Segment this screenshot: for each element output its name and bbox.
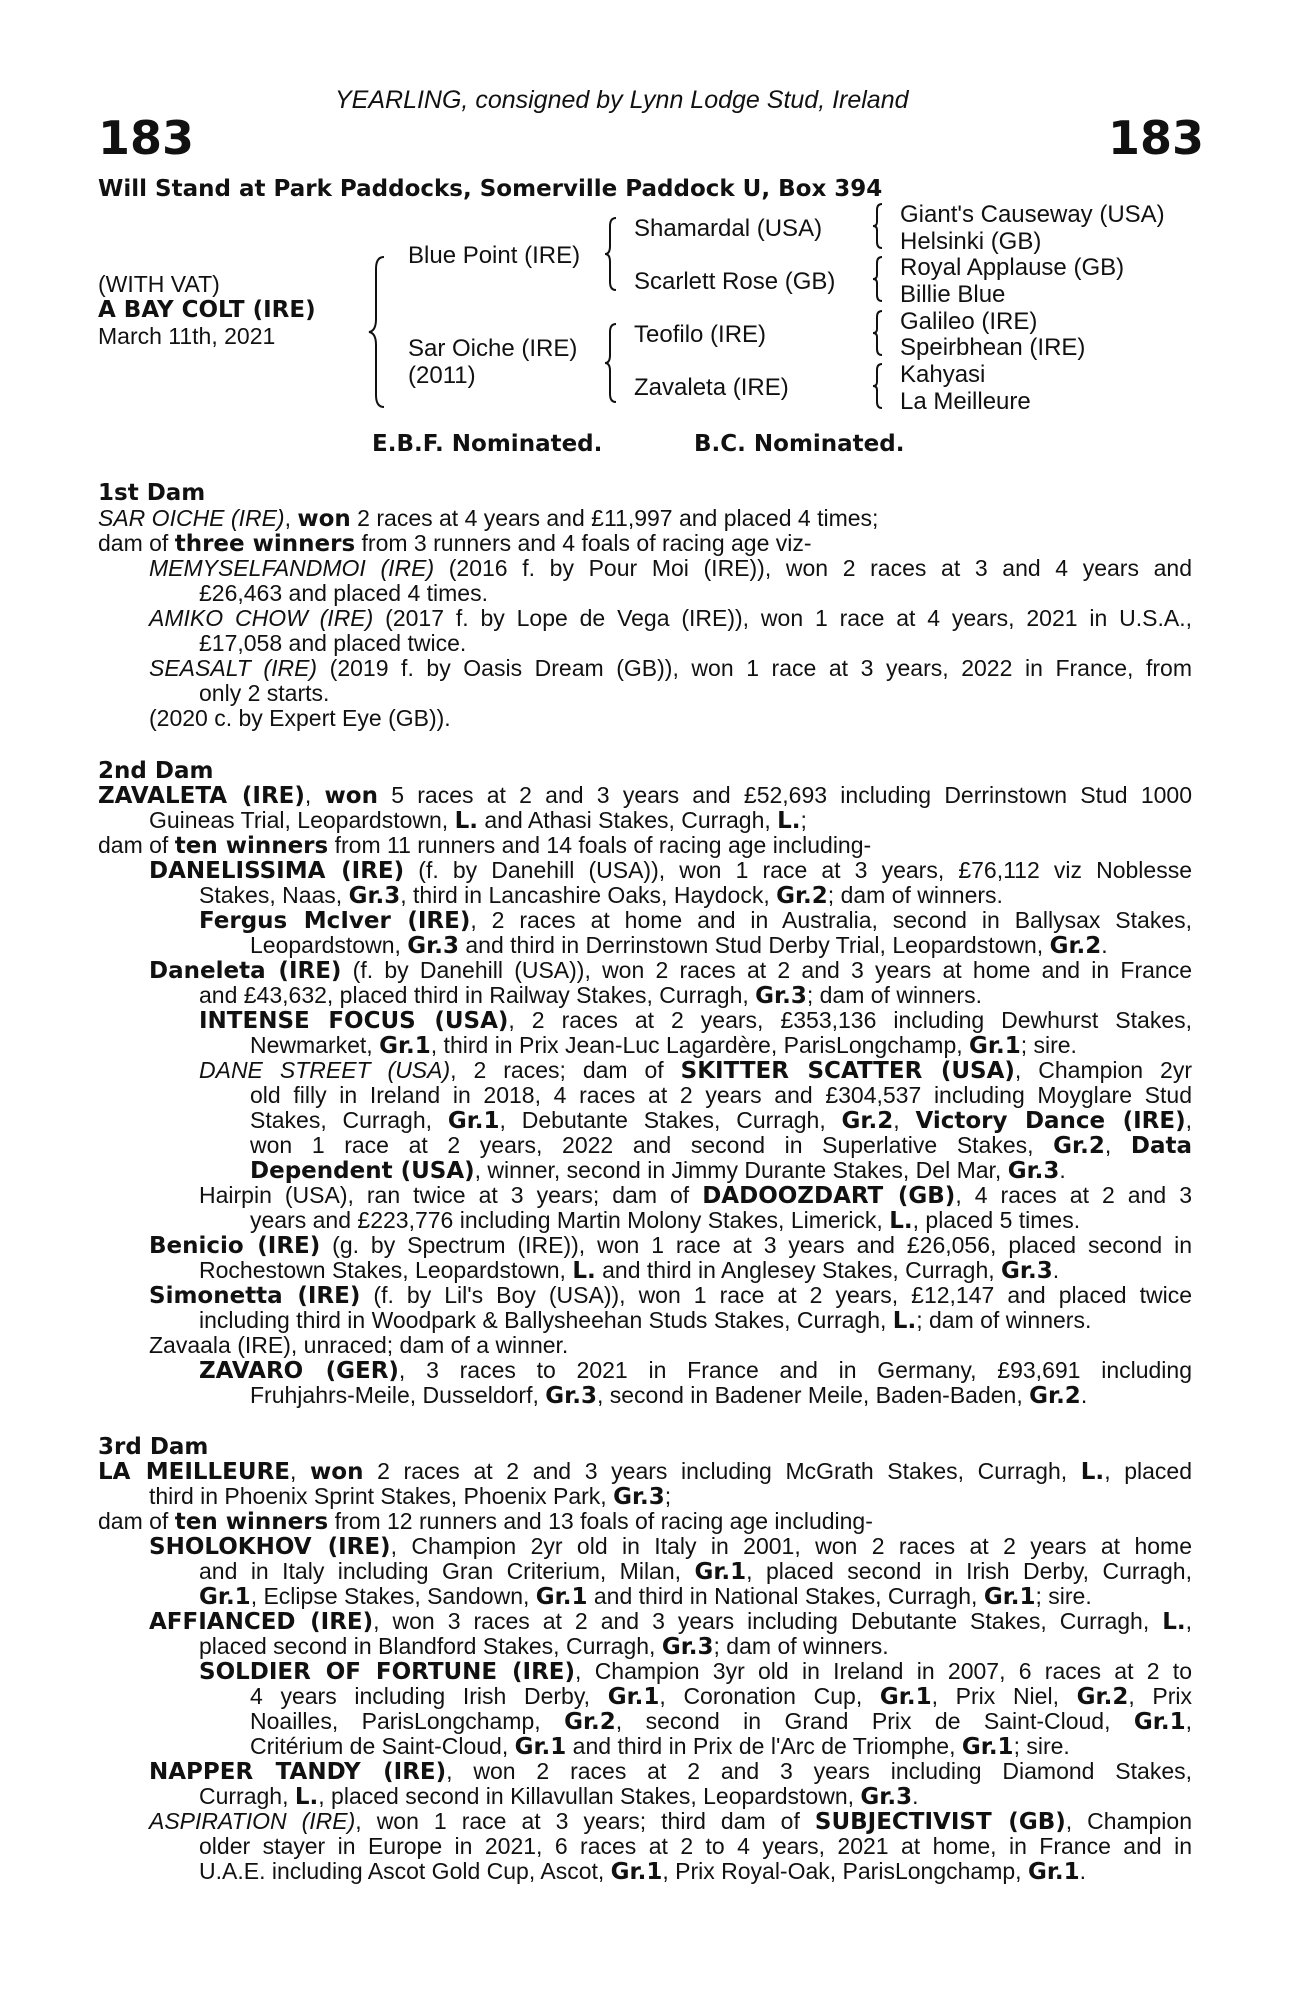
third-dam-line: third in Phoenix Sprint Stakes, Phoenix Park, Gr.3; (149, 1483, 672, 1510)
pedigree-brace-g1 (872, 204, 886, 248)
dam-dam: Zavaleta (IRE) (634, 374, 789, 401)
lot-number-left: 183 (98, 111, 195, 165)
dam-year: (2011) (408, 362, 476, 389)
third-dam-line: older stayer in Europe in 2021, 6 races at 2 to 4 years, 2021 at home, in France and in (199, 1833, 1192, 1859)
pedigree-brace-g4 (872, 364, 886, 408)
horse-name: A BAY COLT (IRE) (98, 297, 316, 323)
third-dam-line: ASPIRATION (IRE), won 1 race at 3 years; third dam of SUBJECTIVIST (GB), Champion (149, 1808, 1192, 1835)
second-dam-line: Zavaala (IRE), unraced; dam of a winner. (149, 1332, 569, 1358)
ancestor-g4: Billie Blue (900, 281, 1006, 308)
third-dam-heading: 3rd Dam (98, 1434, 209, 1460)
second-dam-line: DANELISSIMA (IRE) (f. by Danehill (USA)), won 1 race at 3 years, £76,112 viz Noblesse (149, 857, 1193, 884)
sire-sire: Shamardal (USA) (634, 215, 823, 242)
ebf-nomination: E.B.F. Nominated. (372, 431, 603, 457)
second-dam-line: including third in Woodpark & Ballysheehan Studs Stakes, Curragh, L.; dam of winners. (199, 1307, 1092, 1334)
second-dam-line: Hairpin (USA), ran twice at 3 years; dam of DADOOZDART (GB), 4 races at 2 and 3 (199, 1182, 1192, 1209)
third-dam-line: dam of ten winners from 12 runners and 13 foals of racing age including- (98, 1508, 873, 1535)
third-dam-line: Curragh, L., placed second in Killavullan Stakes, Leopardstown, Gr.3. (199, 1783, 919, 1810)
first-dam-line: £26,463 and placed 4 times. (199, 580, 488, 606)
second-dam-line: DANE STREET (USA), 2 races; dam of SKITTER SCATTER (USA), Champion 2yr (199, 1057, 1192, 1084)
second-dam-line: Rochestown Stakes, Leopardstown, L. and third in Anglesey Stakes, Curragh, Gr.3. (199, 1257, 1060, 1284)
first-dam-line: (2020 c. by Expert Eye (GB)). (149, 705, 451, 731)
lot-number-right: 183 (1107, 111, 1204, 165)
second-dam-line: Fruhjahrs-Meile, Dusseldorf, Gr.3, second in Badener Meile, Baden-Baden, Gr.2. (250, 1382, 1088, 1409)
third-dam-line: AFFIANCED (IRE), won 3 races at 2 and 3 years including Debutante Stakes, Curragh, L., (149, 1608, 1193, 1635)
pedigree-brace-g3 (872, 311, 886, 355)
pedigree-brace-g2 (872, 257, 886, 301)
second-dam-line: and £43,632, placed third in Railway Stakes, Curragh, Gr.3; dam of winners. (199, 982, 982, 1009)
second-dam-line: INTENSE FOCUS (USA), 2 races at 2 years, £353,136 including Dewhurst Stakes, (199, 1007, 1192, 1034)
third-dam-line: LA MEILLEURE, won 2 races at 2 and 3 years including McGrath Stakes, Curragh, L., placed (98, 1458, 1192, 1485)
second-dam-line: Benicio (IRE) (g. by Spectrum (IRE)), won 1 race at 3 years and £26,056, placed second in (149, 1232, 1192, 1259)
second-dam-line: Stakes, Curragh, Gr.1, Debutante Stakes, Curragh, Gr.2, Victory Dance (IRE), (250, 1107, 1192, 1134)
second-dam-line: Newmarket, Gr.1, third in Prix Jean-Luc Lagardère, ParisLongchamp, Gr.1; sire. (250, 1032, 1077, 1059)
second-dam-line: Guineas Trial, Leopardstown, L. and Athasi Stakes, Curragh, L.; (149, 807, 807, 834)
consignor-line: YEARLING, consigned by Lynn Lodge Stud, Ireland (335, 86, 909, 114)
third-dam-line: Noailles, ParisLongchamp, Gr.2, second in Grand Prix de Saint-Cloud, Gr.1, (250, 1708, 1192, 1735)
first-dam-line: dam of three winners from 3 runners and 4 foals of racing age viz- (98, 530, 812, 557)
first-dam-heading: 1st Dam (98, 480, 206, 506)
third-dam-line: U.A.E. including Ascot Gold Cup, Ascot, Gr.1, Prix Royal-Oak, ParisLongchamp, Gr.1. (199, 1858, 1087, 1885)
ancestor-g3: Royal Applause (GB) (900, 254, 1125, 281)
sire-dam: Scarlett Rose (GB) (634, 268, 836, 295)
second-dam-line: Simonetta (IRE) (f. by Lil's Boy (USA)), won 1 race at 2 years, £12,147 and placed twice (149, 1282, 1192, 1309)
bc-nomination: B.C. Nominated. (694, 431, 905, 457)
first-dam-line: only 2 starts. (199, 680, 330, 706)
stand-location: Will Stand at Park Paddocks, Somerville Paddock U, Box 394 (98, 176, 883, 202)
ancestor-g8: La Meilleure (900, 388, 1031, 415)
third-dam-line: NAPPER TANDY (IRE), won 2 races at 2 and 3 years including Diamond Stakes, (149, 1758, 1193, 1785)
vat-note: (WITH VAT) (98, 271, 220, 297)
dam: Sar Oiche (IRE) (408, 335, 578, 362)
second-dam-line: Stakes, Naas, Gr.3, third in Lancashire Oaks, Haydock, Gr.2; dam of winners. (199, 882, 1003, 909)
date-of-birth: March 11th, 2021 (98, 323, 276, 349)
second-dam-line: ZAVALETA (IRE), won 5 races at 2 and 3 years and £52,693 including Derrinstown Stud 1000 (98, 782, 1192, 809)
first-dam-line: £17,058 and placed twice. (199, 630, 467, 656)
second-dam-line: Leopardstown, Gr.3 and third in Derrinstown Stud Derby Trial, Leopardstown, Gr.2. (250, 932, 1108, 959)
second-dam-line: years and £223,776 including Martin Molony Stakes, Limerick, L., placed 5 times. (250, 1207, 1081, 1234)
second-dam-line: Daneleta (IRE) (f. by Danehill (USA)), won 2 races at 2 and 3 years at home and in France (149, 957, 1193, 984)
ancestor-g1: Giant's Causeway (USA) (900, 201, 1165, 228)
third-dam-line: Gr.1, Eclipse Stakes, Sandown, Gr.1 and third in National Stakes, Curragh, Gr.1; sire. (199, 1583, 1092, 1610)
second-dam-line: dam of ten winners from 11 runners and 14 foals of racing age including- (98, 832, 872, 859)
second-dam-line: old filly in Ireland in 2018, 4 races at 2 years and £304,537 including Moyglare Stud (250, 1082, 1192, 1108)
first-dam-line: SEASALT (IRE) (2019 f. by Oasis Dream (GB)), won 1 race at 3 years, 2022 in France, from (149, 655, 1192, 681)
second-dam-line: won 1 race at 2 years, 2022 and second in Superlative Stakes, Gr.2, Data (250, 1132, 1192, 1159)
third-dam-line: placed second in Blandford Stakes, Curragh, Gr.3; dam of winners. (199, 1633, 889, 1660)
sire: Blue Point (IRE) (408, 242, 581, 269)
third-dam-line: Critérium de Saint-Cloud, Gr.1 and third in Prix de l'Arc de Triomphe, Gr.1; sire. (250, 1733, 1070, 1760)
third-dam-line: and in Italy including Gran Criterium, Milan, Gr.1, placed second in Irish Derby, Curragh, (199, 1558, 1192, 1585)
first-dam-line: SAR OICHE (IRE), won 2 races at 4 years and £11,997 and placed 4 times; (98, 505, 879, 532)
second-dam-line: Dependent (USA), winner, second in Jimmy Durante Stakes, Del Mar, Gr.3. (250, 1157, 1066, 1184)
pedigree-brace-dam (604, 324, 620, 402)
third-dam-line: SOLDIER OF FORTUNE (IRE), Champion 3yr old in Ireland in 2007, 6 races at 2 to (199, 1658, 1192, 1685)
ancestor-g7: Kahyasi (900, 361, 986, 388)
second-dam-heading: 2nd Dam (98, 758, 214, 784)
pedigree-brace-main (368, 257, 388, 407)
ancestor-g2: Helsinki (GB) (900, 228, 1042, 255)
third-dam-line: 4 years including Irish Derby, Gr.1, Coronation Cup, Gr.1, Prix Niel, Gr.2, Prix (250, 1683, 1193, 1710)
first-dam-line: AMIKO CHOW (IRE) (2017 f. by Lope de Vega (IRE)), won 1 race at 4 years, 2021 in U.S.A., (149, 605, 1192, 631)
dam-name: SAR OICHE (IRE) (98, 505, 285, 531)
third-dam-line: SHOLOKHOV (IRE), Champion 2yr old in Italy in 2001, won 2 races at 2 years at home (149, 1533, 1192, 1560)
second-dam-line: Fergus McIver (IRE), 2 races at home and in Australia, second in Ballysax Stakes, (199, 907, 1192, 934)
dam-sire: Teofilo (IRE) (634, 321, 767, 348)
ancestor-g5: Galileo (IRE) (900, 308, 1038, 335)
pedigree-brace-sire (604, 218, 620, 290)
first-dam-line: MEMYSELFANDMOI (IRE) (2016 f. by Pour Moi (IRE)), won 2 races at 3 and 4 years and (149, 555, 1192, 581)
second-dam-line: ZAVARO (GER), 3 races to 2021 in France and in Germany, £93,691 including (199, 1357, 1192, 1384)
ancestor-g6: Speirbhean (IRE) (900, 334, 1086, 361)
